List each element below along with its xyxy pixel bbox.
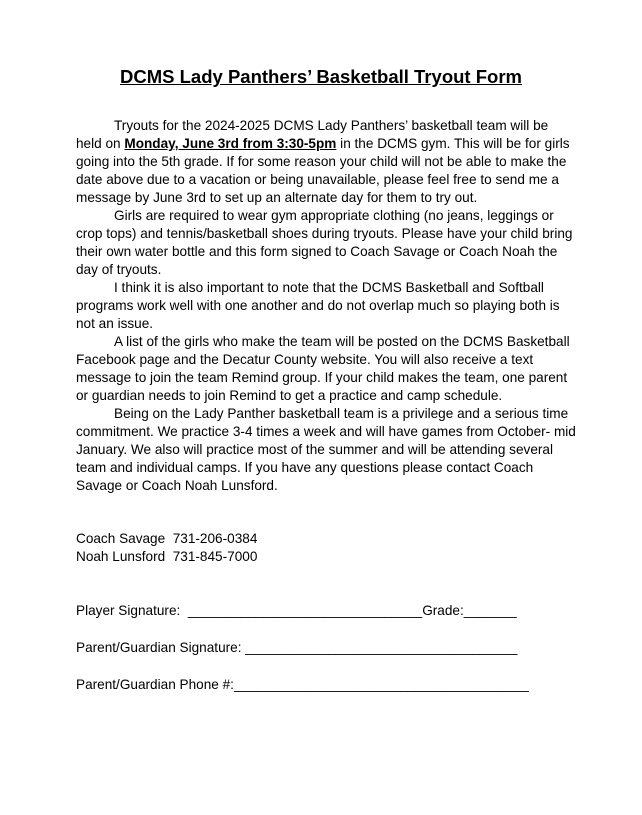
paragraph-softball: I think it is also important to note that the DCMS Basketball and Softball programs work well with one another and do not overlap much so playing both is not an issue.: [76, 280, 560, 331]
contact-noah-lunsford: Noah Lunsford 731-845-7000: [76, 549, 258, 564]
parent-phone-line[interactable]: Parent/Guardian Phone #:_______________________________________: [76, 677, 529, 692]
paragraph-clothing: Girls are required to wear gym appropriate clothing (no jeans, leggings or crop tops) and tennis/basketball shoes during tryouts. Please have your child bring their own water bottle and this form signed to Coach Savage or Coach Noah the day of tryouts.: [76, 208, 573, 277]
paragraph-commitment: Being on the Lady Panther basketball team is a privilege and a serious time commitment. We practice 3-4 times a week and will have games from October- mid January. We also will practice most of the summer and will be attending several team and individual camps. If you have any questions please contact Coach Savage or Coach Noah Lunsford.: [76, 406, 576, 493]
paragraph-tryout-date: [76, 117, 576, 207]
player-signature-line[interactable]: Player Signature: _______________________________Grade:_______: [76, 603, 517, 618]
contact-info: [76, 530, 257, 566]
page-title: DCMS Lady Panthers’ Basketball Tryout Form: [120, 66, 522, 87]
paragraph-1-part-1: Tryouts for the 2024-2025 DCMS Lady Panthers’ basketball team will be held on: [76, 118, 549, 151]
paragraph-team-list: A list of the girls who make the team will be posted on the DCMS Basketball Facebook page and the Decatur County website. You will also receive a text message to join the team Remind group. If your child makes the team, one parent or guardian needs to join Remind to get a practice and camp schedule.: [76, 334, 570, 403]
form-body: [76, 117, 576, 495]
contact-coach-savage: Coach Savage 731-206-0384: [76, 531, 258, 546]
parent-signature-line[interactable]: Parent/Guardian Signature: ____________________________________: [76, 640, 518, 655]
paragraph-1-part-2: in the DCMS gym. This will be for girls going into the 5th grade. If for some reason your child will not be able to make the date above due to a vacation or being unavailable, please feel free to send me a message by June 3rd to set up an alternate day for them to try out.: [76, 136, 570, 205]
tryout-date-emphasis: Monday, June 3rd from 3:30-5pm: [124, 136, 337, 151]
